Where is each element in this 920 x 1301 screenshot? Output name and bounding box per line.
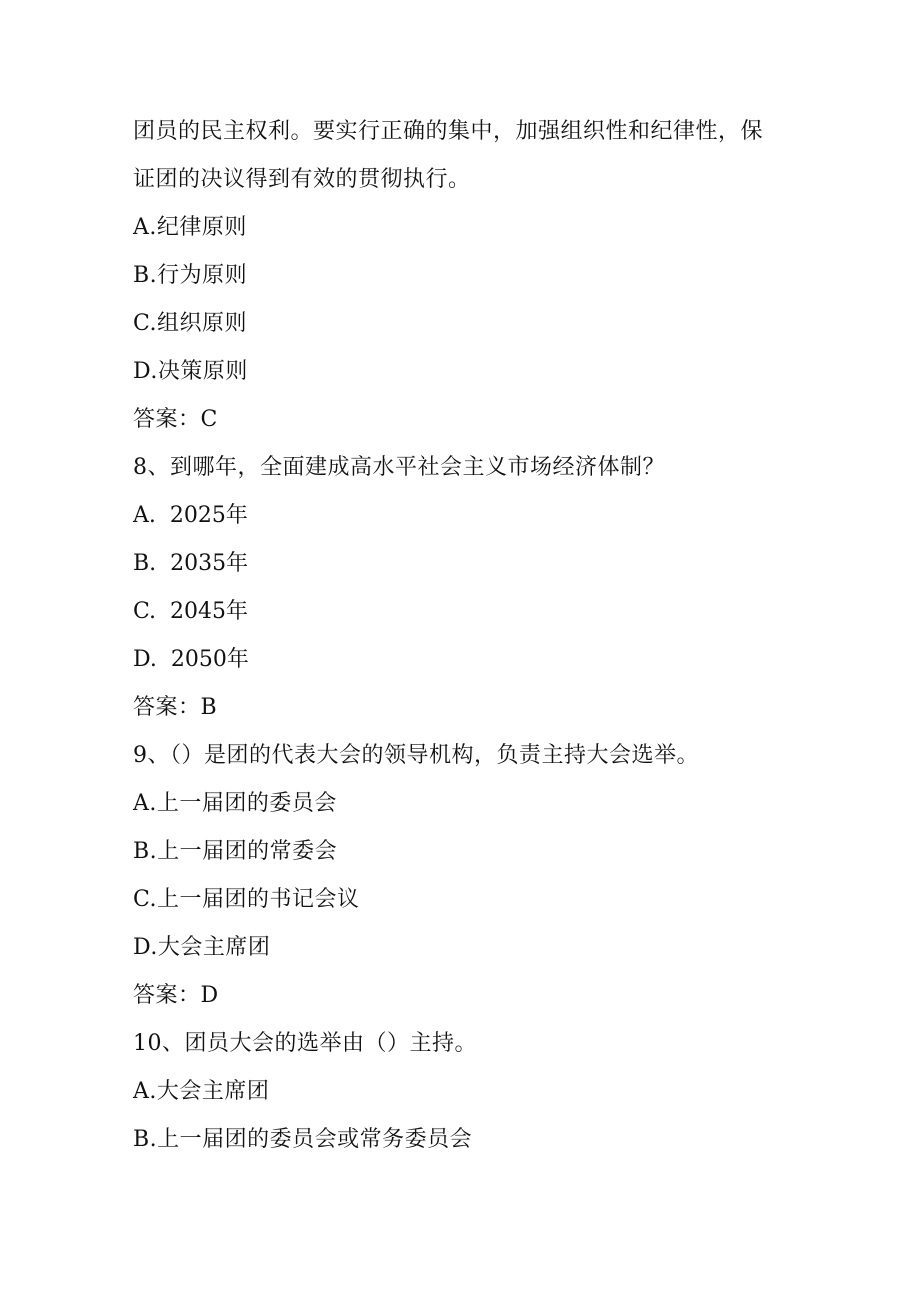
option-line: A. 2025年 xyxy=(133,503,248,528)
question-line: 10、团员大会的选举由（）主持。 xyxy=(133,1031,477,1056)
option-line: A.纪律原则 xyxy=(133,215,247,240)
answer-line: 答案：C xyxy=(133,407,218,432)
option-line: C.组织原则 xyxy=(133,311,248,336)
option-line: A.大会主席团 xyxy=(133,1079,270,1104)
question-line: 8、到哪年，全面建成高水平社会主义市场经济体制？ xyxy=(133,455,665,480)
answer-line: 答案：D xyxy=(133,983,219,1008)
paragraph-line: 证团的决议得到有效的贯彻执行。 xyxy=(133,167,471,192)
option-line: C.上一届团的书记会议 xyxy=(133,887,360,912)
paragraph-line: 团员的民主权利。要实行正确的集中，加强组织性和纪律性，保 xyxy=(133,119,764,144)
option-line: D.大会主席团 xyxy=(133,935,271,960)
option-line: A.上一届团的委员会 xyxy=(133,791,337,816)
option-line: B.上一届团的委员会或常务委员会 xyxy=(133,1127,473,1152)
answer-line: 答案：B xyxy=(133,695,218,720)
option-line: D. 2050年 xyxy=(133,647,249,672)
option-line: B. 2035年 xyxy=(133,551,249,576)
option-line: C. 2045年 xyxy=(133,599,249,624)
option-line: B.上一届团的常委会 xyxy=(133,839,338,864)
option-line: D.决策原则 xyxy=(133,359,248,384)
question-line: 9、（）是团的代表大会的领导机构，负责主持大会选举。 xyxy=(133,743,699,768)
option-line: B.行为原则 xyxy=(133,263,248,288)
